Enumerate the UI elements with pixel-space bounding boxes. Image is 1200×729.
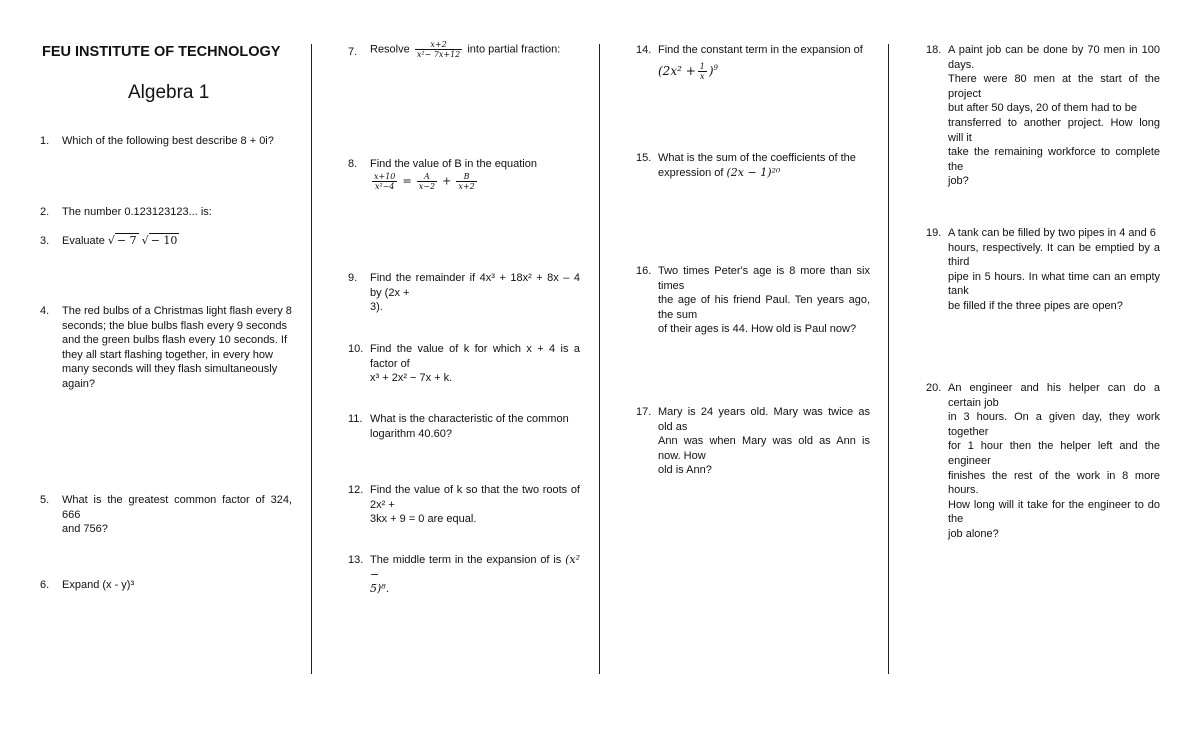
- fraction: $\frac{x+2}{\text{x²− 7x+12}}$: [416, 40, 461, 59]
- question-line: for 1 hour then the helper left and the engineer: [948, 440, 1160, 467]
- question-line: Ann was when Mary was old as Ann is now. How: [658, 435, 870, 462]
- question-line: hours, respectively. It can be emptied by a third: [948, 241, 1160, 269]
- question-13: [348, 553, 580, 597]
- question-number: 1.: [40, 135, 50, 147]
- question-11: [348, 412, 580, 441]
- question-number: 5.: [40, 494, 50, 506]
- question-line: logarithm 40.60?: [370, 427, 452, 440]
- question-line: job?: [948, 175, 969, 188]
- expression: (2x − 1)²⁰: [726, 165, 781, 179]
- question-line: The red bulbs of a Christmas light flash every 8: [62, 305, 292, 317]
- question-line: How long will it take for the engineer to do the: [948, 498, 1160, 526]
- question-text: Find the constant term in the expansion of: [658, 44, 863, 56]
- question-line: What is the characteristic of the common: [370, 413, 569, 425]
- question-19: [926, 226, 1160, 314]
- question-line: Find the value of k so that the two roots of 2x² +: [370, 484, 580, 511]
- question-number: 20.: [926, 382, 942, 394]
- question-line: Find the value of k for which x + 4 is a factor of: [370, 343, 580, 370]
- question-9: [348, 271, 580, 315]
- column-3: [636, 36, 870, 673]
- question-number: 19.: [926, 227, 942, 239]
- question-number: 12.: [348, 484, 364, 496]
- question-16: [636, 264, 870, 337]
- question-6: [40, 578, 292, 593]
- fraction: $\frac{B}{x+2}$: [458, 171, 475, 191]
- question-line: the age of his friend Paul. Ten years ago, the sum: [658, 294, 870, 321]
- fraction: $\frac{x+10}{\text{x²−4}}$: [374, 171, 396, 191]
- subject-title: Algebra 1: [128, 82, 210, 103]
- question-line: An engineer and his helper can do a certain job: [948, 382, 1160, 409]
- question-line: transferred to another project. How long will it: [948, 116, 1160, 144]
- question-line: Two times Peter's age is 8 more than six times: [658, 265, 870, 292]
- question-text: Evaluate: [62, 235, 105, 247]
- question-line: and 756?: [62, 523, 108, 536]
- question-line: but after 50 days, 20 of them had to be: [948, 102, 1137, 115]
- question-line: be filled if the three pipes are open?: [948, 299, 1123, 312]
- question-2: [40, 205, 292, 220]
- column-4: [926, 36, 1160, 673]
- question-line: A tank can be filled by two pipes in 4 and 6: [948, 227, 1156, 239]
- question-line: they all start flashing together, in every how: [62, 348, 273, 361]
- question-number: 13.: [348, 554, 364, 566]
- question-line: take the remaining workforce to complete the: [948, 146, 1160, 173]
- question-8: [348, 157, 580, 191]
- question-line: Mary is 24 years old. Mary was twice as old as: [658, 406, 870, 433]
- question-15: [636, 151, 870, 180]
- question-line: 3kx + 9 = 0 are equal.: [370, 513, 477, 526]
- question-text: Which of the following best describe 8 + 0i?: [62, 135, 274, 147]
- question-10: [348, 342, 580, 386]
- question-20: [926, 381, 1160, 542]
- question-number: 18.: [926, 44, 942, 56]
- expression: (x² −: [370, 553, 580, 581]
- question-line: What is the sum of the coefficients of the: [658, 152, 856, 164]
- question-5: [40, 493, 292, 537]
- question-number: 3.: [40, 235, 50, 247]
- question-1: [40, 134, 292, 149]
- column-divider-3: [888, 44, 889, 674]
- question-line: and the green bulbs flash every 10 seconds. If: [62, 334, 288, 347]
- question-line: in 3 hours. On a given day, they work together: [948, 411, 1160, 438]
- question-line: finishes the rest of the work in 8 more hours.: [948, 469, 1160, 497]
- question-number: 15.: [636, 152, 652, 164]
- fraction: $\frac{1}{x}$: [699, 61, 705, 81]
- question-number: 2.: [40, 206, 50, 218]
- question-7: [348, 40, 580, 59]
- question-line: What is the greatest common factor of 324, 666: [62, 494, 292, 521]
- question-number: 10.: [348, 343, 364, 355]
- question-text: The middle term in the expansion of is: [370, 554, 562, 566]
- question-text: Expand (x - y)³: [62, 579, 135, 591]
- question-line: A paint job can be done by 70 men in 100 days.: [948, 44, 1160, 71]
- column-1: [40, 36, 292, 673]
- question-line: seconds; the blue bulbs flash every 9 seconds: [62, 319, 288, 332]
- question-12: [348, 483, 580, 527]
- column-divider-2: [599, 44, 600, 674]
- column-2: [348, 36, 580, 673]
- expression: (2x² + $\frac{1}{x}$ )$^9$: [658, 61, 719, 81]
- question-4: [40, 304, 292, 392]
- expression: 5)⁸.: [370, 582, 390, 596]
- question-line: job alone?: [948, 527, 999, 540]
- question-text: expression of: [658, 166, 724, 179]
- sqrt-expression-2: √ − 10: [141, 234, 178, 247]
- question-line: pipe in 5 hours. In what time can an empty tank: [948, 270, 1160, 298]
- column-divider-1: [311, 44, 312, 674]
- question-18: [926, 43, 1160, 189]
- question-number: 4.: [40, 305, 50, 317]
- sqrt-expression-1: √ − 7: [107, 234, 137, 247]
- question-line: 3).: [370, 301, 383, 314]
- question-14: [636, 43, 870, 81]
- question-line: x³ + 2x² − 7x + k.: [370, 372, 453, 385]
- question-line: old is Ann?: [658, 464, 712, 477]
- question-number: 11.: [348, 413, 363, 425]
- question-line: again?: [62, 377, 96, 390]
- question-number: 7.: [348, 46, 358, 58]
- question-number: 14.: [636, 44, 652, 56]
- question-number: 9.: [348, 272, 358, 284]
- equation: $\frac{x+10}{\text{x²−4}}$ = $\frac{A}{x-2}$ + $\frac{B}{x+2}$: [374, 171, 475, 191]
- question-text: into partial fraction:: [467, 43, 561, 56]
- question-number: 6.: [40, 579, 50, 591]
- question-3: [40, 234, 292, 249]
- question-17: [636, 405, 870, 478]
- question-text: The number 0.123123123... is:: [62, 206, 212, 218]
- question-number: 16.: [636, 265, 652, 277]
- question-number: 17.: [636, 406, 652, 418]
- school-title: FEU INSTITUTE OF TECHNOLOGY: [42, 44, 281, 60]
- fraction: $\frac{A}{x-2}$: [418, 171, 436, 191]
- question-line: Find the remainder if 4x³ + 18x² + 8x – 4 by (2x +: [370, 272, 580, 299]
- question-text: Resolve: [370, 43, 410, 56]
- question-line: many seconds will they flash simultaneously: [62, 363, 278, 376]
- question-number: 8.: [348, 158, 358, 170]
- question-text: Find the value of B in the equation: [370, 158, 537, 170]
- question-line: There were 80 men at the start of the project: [948, 73, 1160, 100]
- question-line: of their ages is 44. How old is Paul now?: [658, 323, 857, 336]
